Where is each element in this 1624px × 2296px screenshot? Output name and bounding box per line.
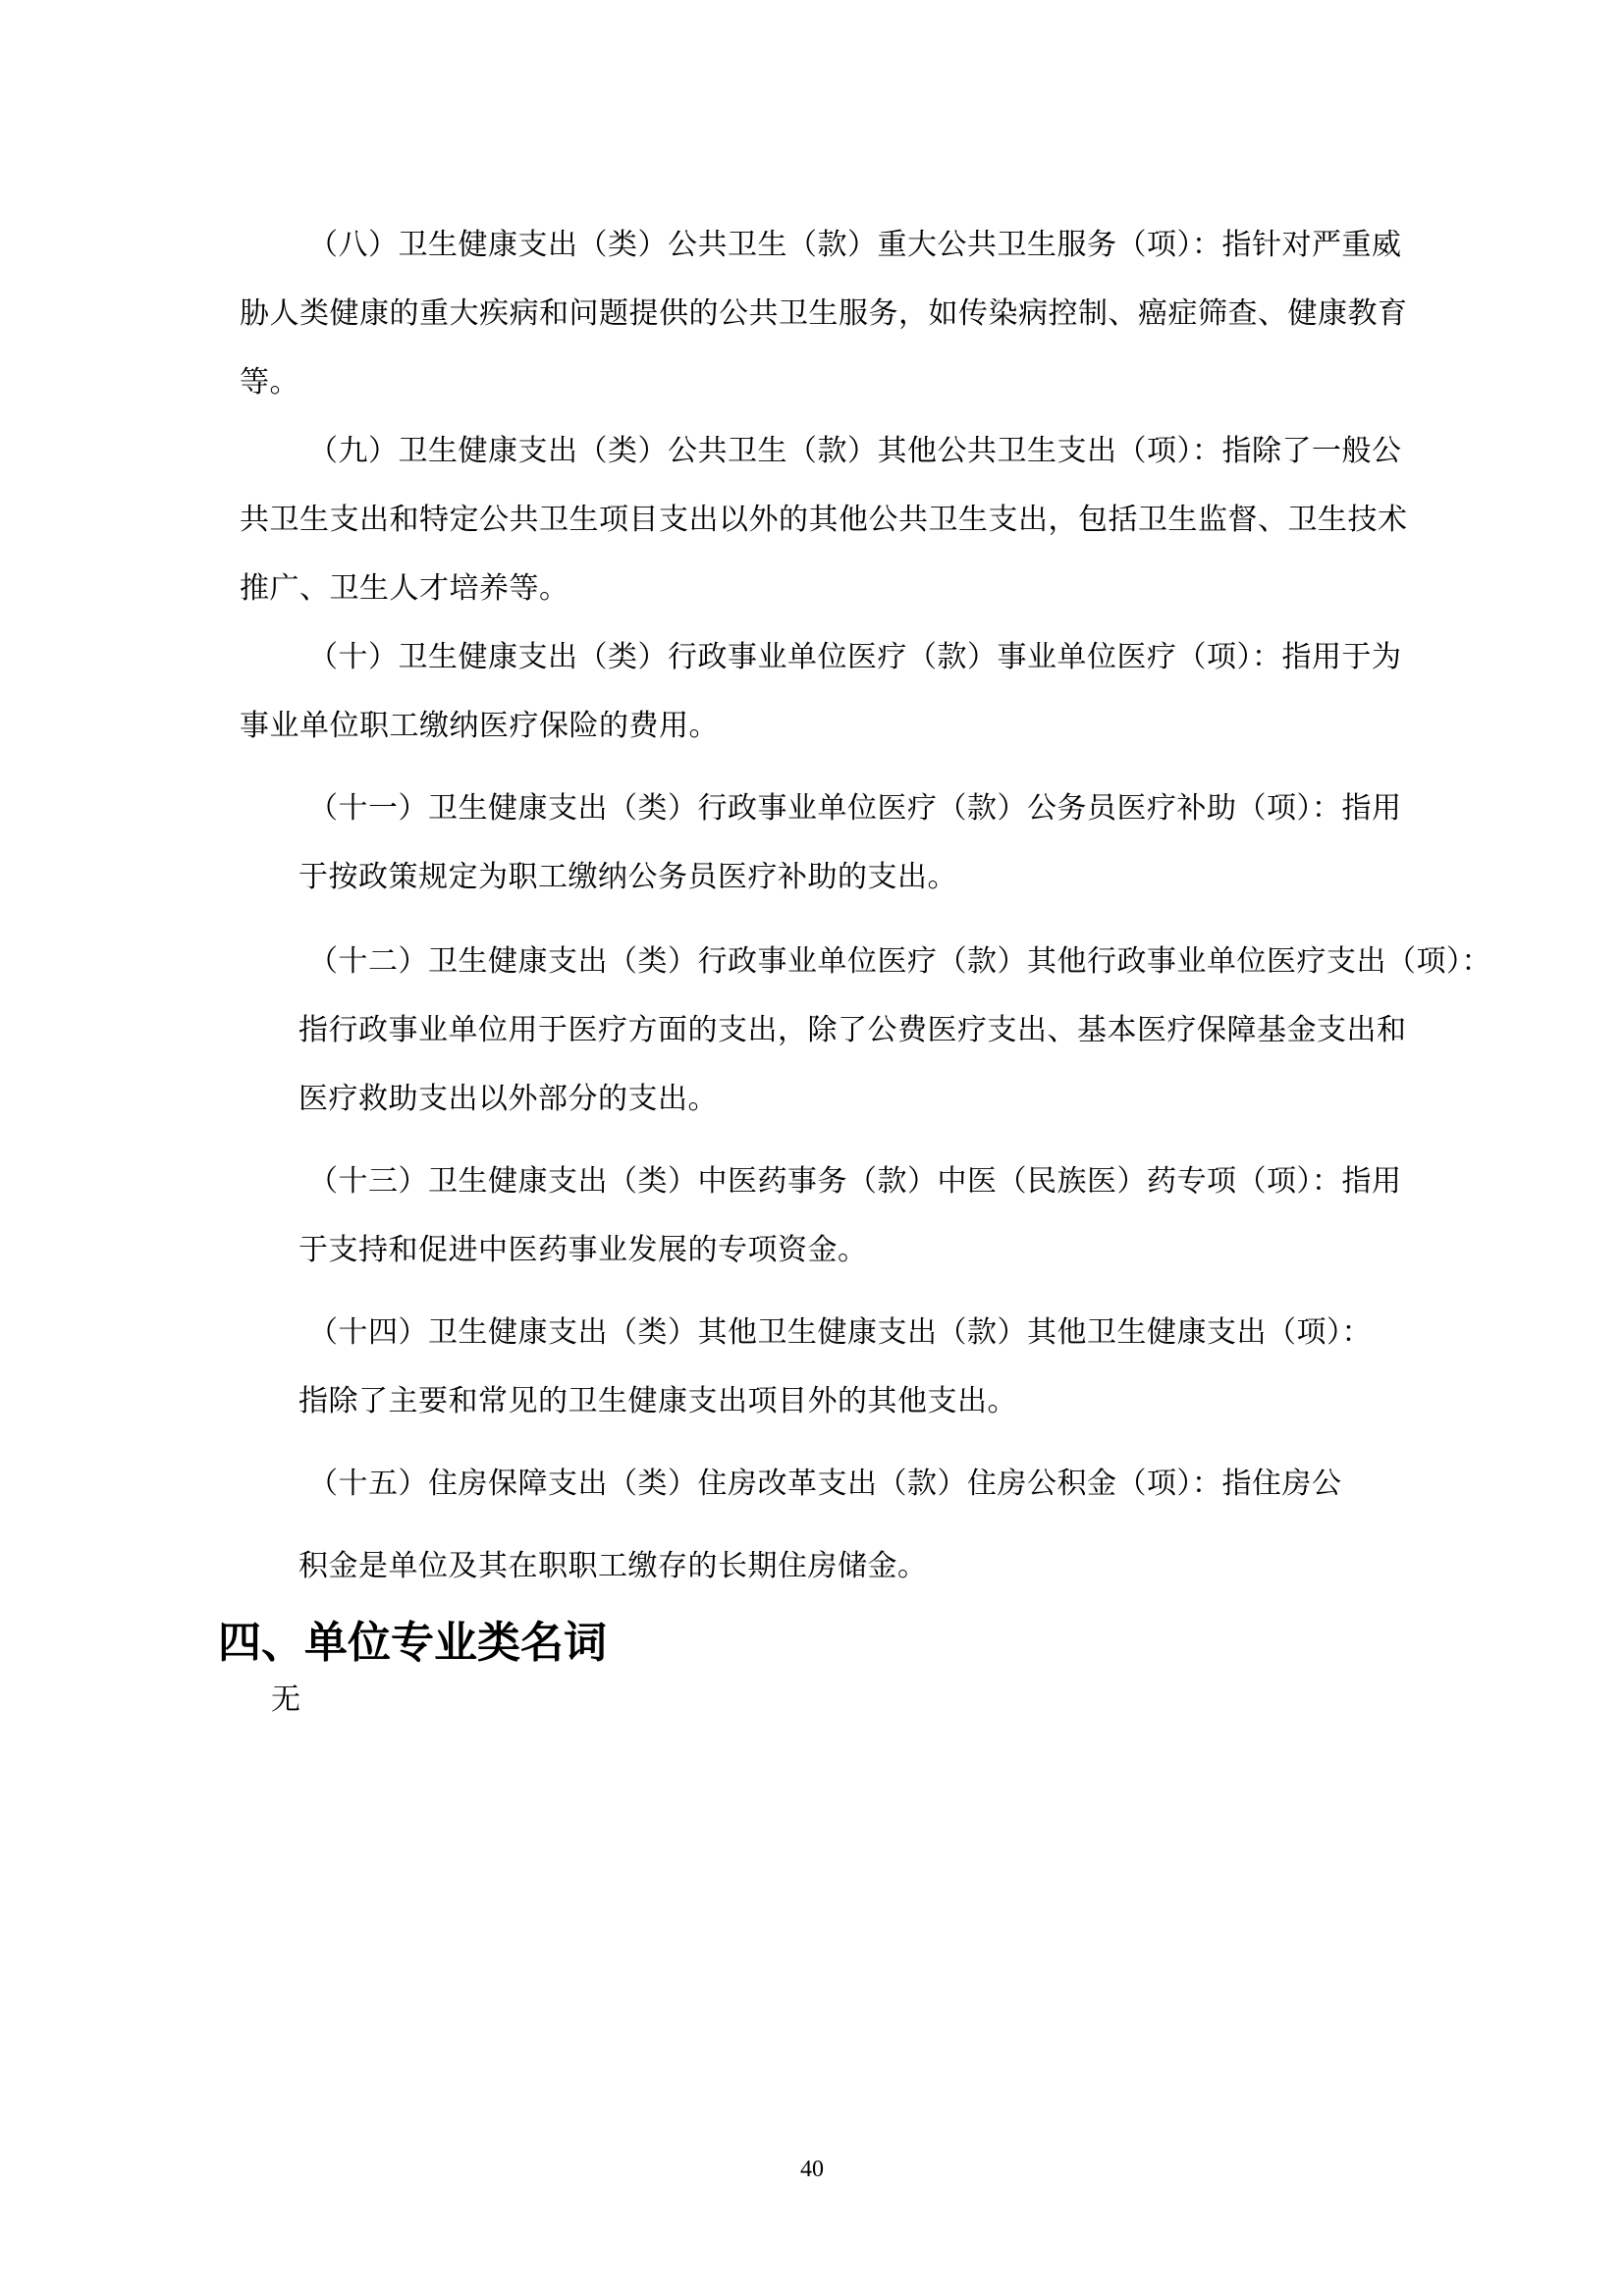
paragraph-item-12-line-1: （十二）卫生健康支出（类）行政事业单位医疗（款）其他行政事业单位医疗支出（项）： xyxy=(308,944,1491,979)
section-heading: 四、单位专业类名词 xyxy=(218,1618,607,1668)
paragraph-item-10-line-1: （十）卫生健康支出（类）行政事业单位医疗（款）事业单位医疗（项）：指用于为 xyxy=(308,640,1402,674)
paragraph-item-9-line-2: 共卫生支出和特定公共卫生项目支出以外的其他公共卫生支出，包括卫生监督、卫生技术 xyxy=(240,503,1408,537)
paragraph-item-10-line-2: 事业单位职工缴纳医疗保险的费用。 xyxy=(240,709,719,743)
paragraph-item-9-line-3: 推广、卫生人才培养等。 xyxy=(240,571,569,606)
paragraph-item-13-line-2: 于支持和促进中医药事业发展的专项资金。 xyxy=(298,1233,868,1267)
section-content: 无 xyxy=(271,1682,301,1717)
paragraph-item-14-line-2: 指除了主要和常见的卫生健康支出项目外的其他支出。 xyxy=(298,1384,1017,1418)
page-number: 40 xyxy=(800,2157,824,2182)
paragraph-item-14-line-1: （十四）卫生健康支出（类）其他卫生健康支出（款）其他卫生健康支出（项）： xyxy=(308,1315,1372,1350)
paragraph-item-9-line-1: （九）卫生健康支出（类）公共卫生（款）其他公共卫生支出（项）：指除了一般公 xyxy=(308,434,1402,468)
paragraph-item-12-line-3: 医疗救助支出以外部分的支出。 xyxy=(298,1082,718,1116)
paragraph-item-11-line-1: （十一）卫生健康支出（类）行政事业单位医疗（款）公务员医疗补助（项）：指用 xyxy=(308,791,1402,826)
paragraph-item-8-line-2: 胁人类健康的重大疾病和问题提供的公共卫生服务，如传染病控制、癌症筛查、健康教育 xyxy=(240,296,1408,331)
paragraph-item-8-line-3: 等。 xyxy=(240,365,299,400)
paragraph-item-13-line-1: （十三）卫生健康支出（类）中医药事务（款）中医（民族医）药专项（项）：指用 xyxy=(308,1164,1402,1199)
paragraph-item-11-line-2: 于按政策规定为职工缴纳公务员医疗补助的支出。 xyxy=(298,860,957,894)
paragraph-item-12-line-2: 指行政事业单位用于医疗方面的支出，除了公费医疗支出、基本医疗保障基金支出和 xyxy=(298,1013,1407,1047)
paragraph-item-8-line-1: （八）卫生健康支出（类）公共卫生（款）重大公共卫生服务（项）：指针对严重威 xyxy=(308,228,1402,262)
paragraph-item-15-line-1: （十五）住房保障支出（类）住房改革支出（款）住房公积金（项）：指住房公 xyxy=(308,1467,1342,1501)
paragraph-item-15-line-2: 积金是单位及其在职职工缴存的长期住房储金。 xyxy=(298,1549,928,1583)
